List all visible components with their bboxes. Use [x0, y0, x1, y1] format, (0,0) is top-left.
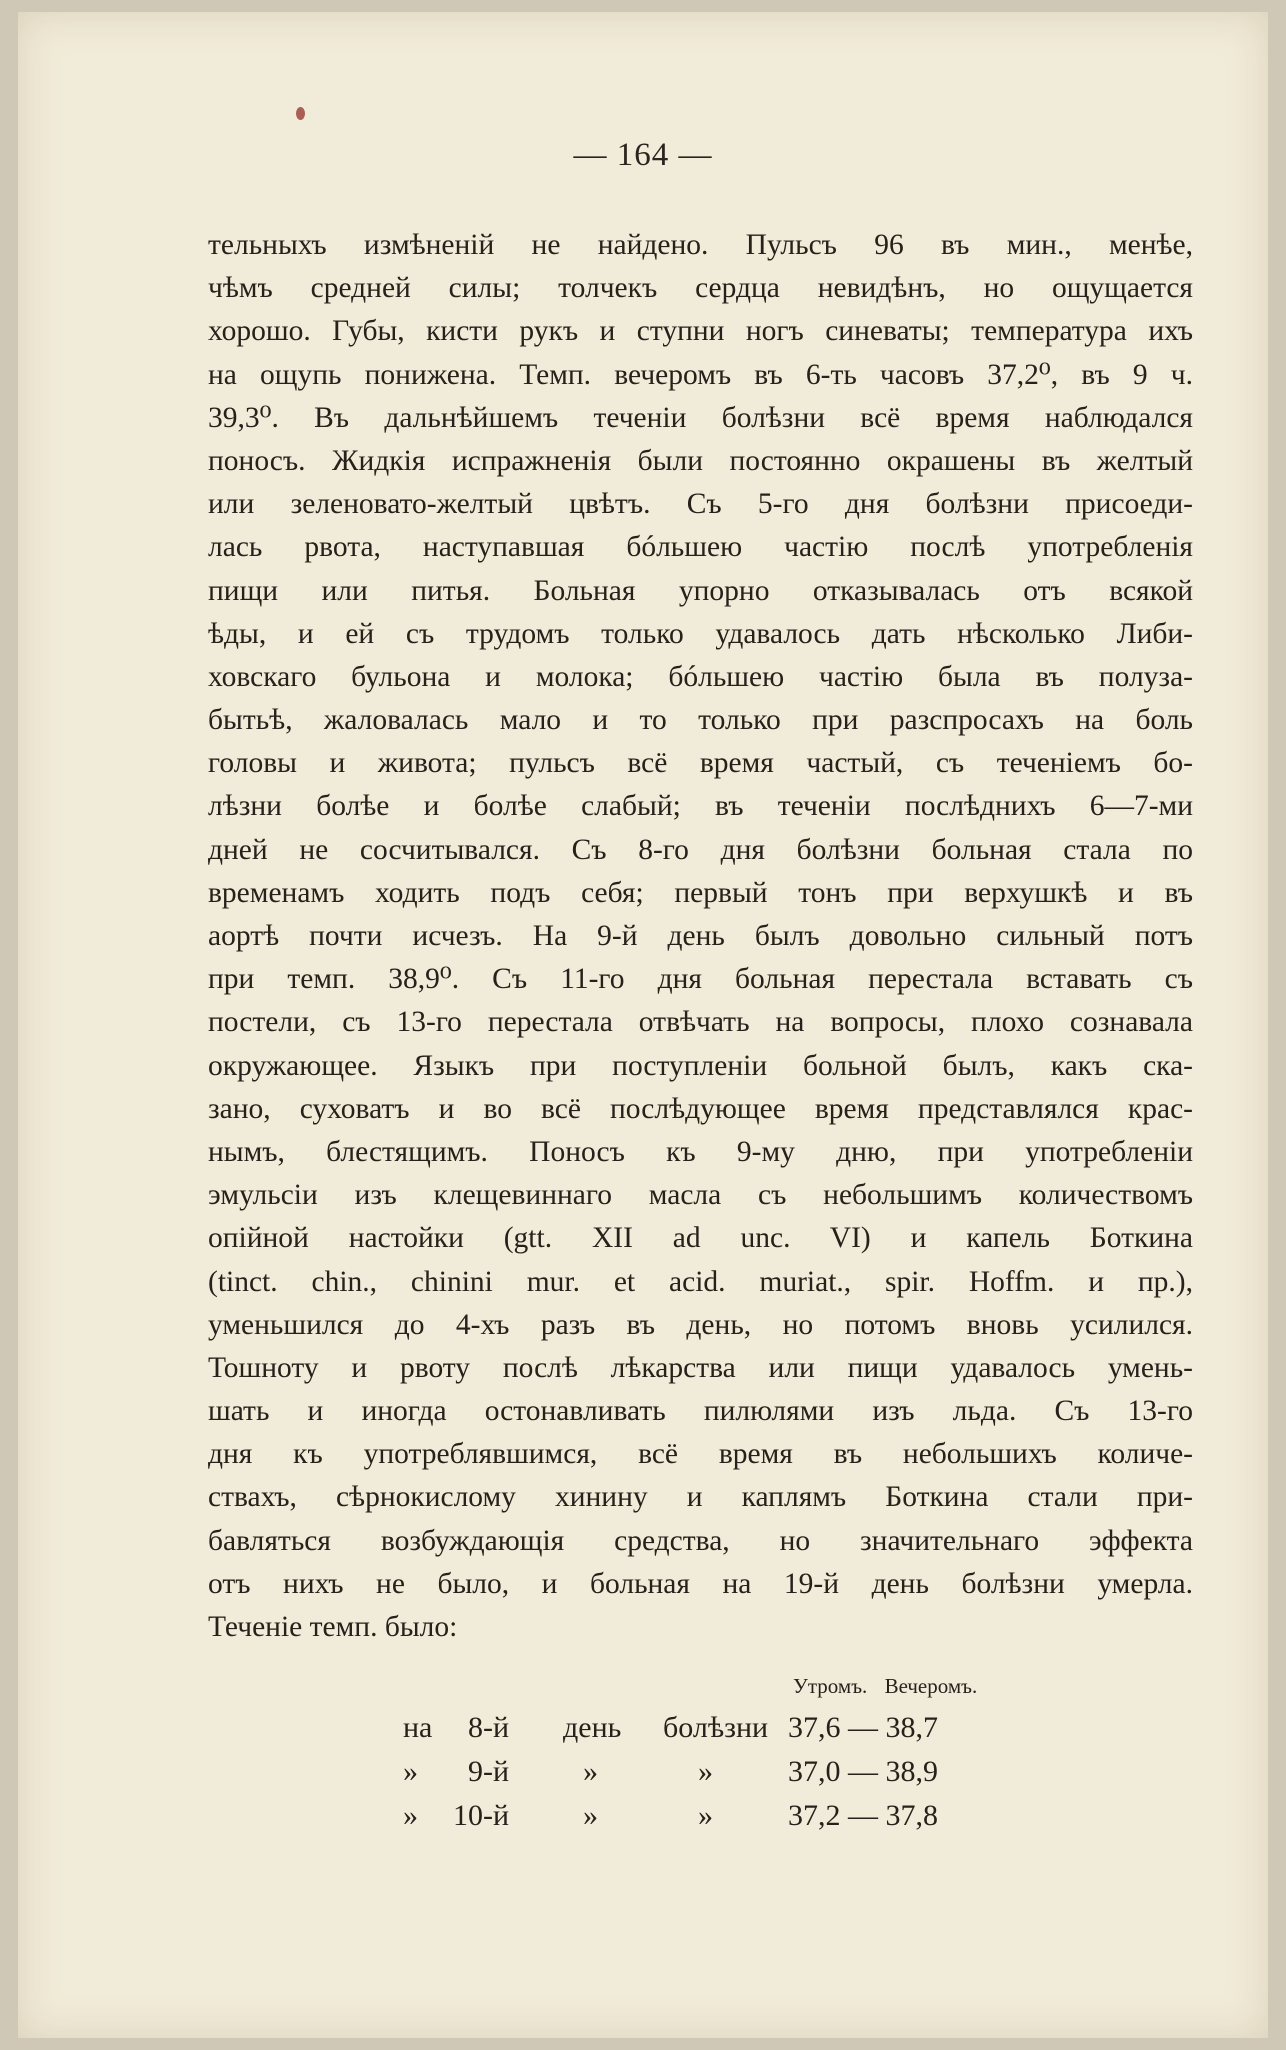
text-line: при темп. 38,9⁰. Съ 11-го дня больная перестала вставать съ: [208, 963, 1193, 996]
row-day: 9-й: [468, 1755, 510, 1788]
text-line: окружающее. Языкъ при поступленіи больной былъ, какъ ска-: [208, 1049, 1193, 1082]
row-values: 37,2 — 37,8: [788, 1799, 938, 1832]
row-word: »: [583, 1755, 598, 1788]
text-line: лѣзни болѣе и болѣе слабый; въ теченіи послѣднихъ 6—7-ми: [208, 790, 1193, 823]
text-line: тельныхъ измѣненій не найдено. Пульсъ 96 въ мин., менѣе,: [208, 229, 1193, 261]
text-line: бытьѣ, жаловалась мало и то только при разспросахъ на боль: [208, 704, 1193, 737]
text-line: шать и иногда остонавливать пилюлями изъ льда. Съ 13-го: [208, 1395, 1193, 1428]
text-line: ѣды, и ей съ трудомъ только удавалось дать нѣсколько Либи-: [208, 617, 1193, 650]
text-line: постели, съ 13-го перестала отвѣчать на вопросы, плохо сознавала: [208, 1006, 1193, 1039]
row-prefix: »: [403, 1755, 418, 1788]
text-line: уменьшился до 4-хъ разъ въ день, но потомъ вновь усилился.: [208, 1308, 1193, 1341]
temperature-row: [403, 1750, 1023, 1794]
text-line: аортѣ почти исчезъ. На 9-й день былъ довольно сильный потъ: [208, 920, 1193, 952]
text-line: хорошо. Губы, кисти рукъ и ступни ногъ синеваты; температура ихъ: [208, 315, 1193, 348]
text-line: зано, суховатъ и во всё послѣдующее время представлялся крас-: [208, 1092, 1193, 1125]
row-word: болѣзни: [663, 1711, 769, 1744]
morning-column-label: Утромъ.: [793, 1674, 868, 1698]
text-line: эмульсіи изъ клещевиннаго масла съ небольшимъ количествомъ: [208, 1179, 1193, 1212]
book-page: [18, 12, 1268, 2038]
page-number: — 164 —: [573, 137, 713, 173]
text-line: или зеленовато-желтый цвѣтъ. Съ 5-го дня болѣзни присоеди-: [208, 488, 1193, 521]
row-prefix: »: [403, 1799, 418, 1832]
text-line: ствахъ, сѣрнокислому хинину и каплямъ Боткина стали при-: [208, 1481, 1193, 1514]
text-line: бавляться возбуждающія средства, но значительнаго эффекта: [208, 1524, 1193, 1557]
temperature-row: [403, 1706, 1023, 1750]
text-line: ховскаго бульона и молока; бóльшею частію была въ полуза-: [208, 660, 1193, 693]
text-line: временамъ ходить подъ себя; первый тонъ при верхушкѣ и въ: [208, 876, 1193, 909]
text-line: Теченіе темп. было:: [208, 1611, 458, 1643]
text-line: (tinct. chin., chinini mur. et acid. muriat., spir. Hoffm. и пр.),: [208, 1265, 1193, 1298]
text-line: чѣмъ средней силы; толчекъ сердца невидѣнъ, но ощущается: [208, 272, 1193, 305]
text-line: опiйной настойки (gtt. XII ad unc. VI) и капель Боткина: [208, 1222, 1193, 1255]
text-line: Тошноту и рвоту послѣ лѣкарства или пищи удавалось умень-: [208, 1351, 1193, 1384]
text-line: отъ нихъ не было, и больная на 19-й день болѣзни умерла.: [208, 1567, 1193, 1600]
temperature-row: [403, 1794, 1023, 1838]
text-line: на ощупь понижена. Темп. вечеромъ въ 6-ть часовъ 37,2⁰, въ 9 ч.: [208, 358, 1193, 391]
temperature-table-header: [793, 1674, 977, 1699]
text-line: дня къ употреблявшимся, всё время въ небольшихъ количе-: [208, 1438, 1193, 1471]
row-prefix: на: [403, 1711, 433, 1744]
row-word: »: [698, 1755, 713, 1788]
body-text: [208, 224, 1193, 1649]
row-values: 37,6 — 38,7: [788, 1711, 938, 1744]
text-line: нымъ, блестящимъ. Поносъ къ 9-му дню, при употребленіи: [208, 1135, 1193, 1168]
evening-column-label: Вечеромъ.: [884, 1674, 978, 1698]
text-line: головы и живота; пульсъ всё время частый, съ теченіемъ бо-: [208, 747, 1193, 780]
row-values: 37,0 — 38,9: [788, 1755, 938, 1788]
text-line: 39,3⁰. Въ дальнѣйшемъ теченіи болѣзни всё время наблюдался: [208, 401, 1193, 434]
row-word: »: [698, 1799, 713, 1832]
text-line: поносъ. Жидкія испражненія были постоянно окрашены въ желтый: [208, 444, 1193, 477]
text-line: дней не сосчитывался. Съ 8-го дня болѣзни больная стала по: [208, 833, 1193, 866]
row-word: »: [583, 1799, 598, 1832]
ink-spot: [296, 107, 305, 120]
row-day: 10-й: [453, 1799, 510, 1832]
text-line: пищи или питья. Больная упорно отказывалась отъ всякой: [208, 574, 1193, 607]
row-word: день: [563, 1711, 622, 1744]
text-line: лась рвота, наступавшая бóльшею частію послѣ употребленія: [208, 531, 1193, 564]
row-day: 8-й: [468, 1711, 510, 1744]
